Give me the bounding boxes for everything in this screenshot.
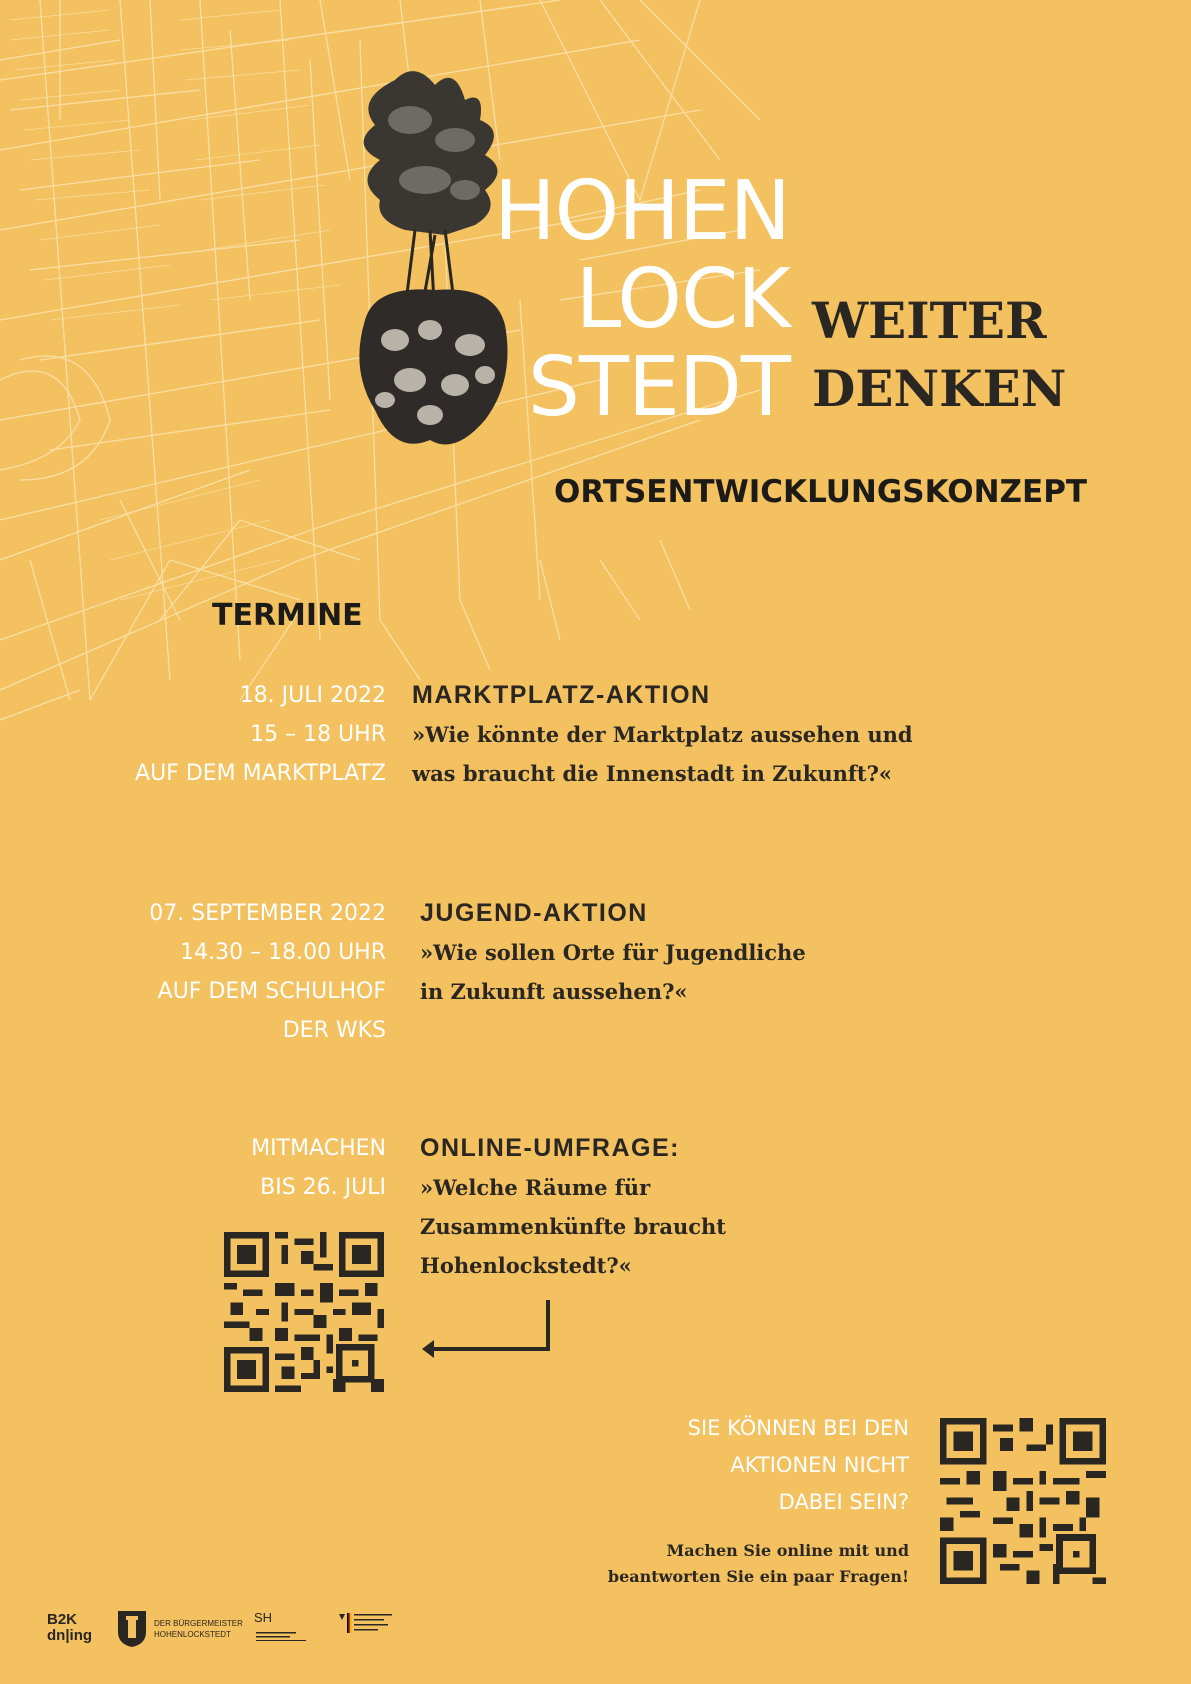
dnling-logo-text: dn|ing xyxy=(47,1627,93,1644)
event-question-line-1: »Welche Räume für xyxy=(420,1175,651,1200)
page-subtitle: ORTSENTWICKLUNGSKONZEPT xyxy=(554,474,1088,510)
event-place-line-1: AUF DEM SCHULHOF xyxy=(157,979,386,1004)
b2k-logo-text: B2K xyxy=(47,1611,78,1628)
event-1-details xyxy=(412,676,913,793)
termine-heading: TERMINE xyxy=(212,598,363,633)
sh-state-emblem-icon xyxy=(256,1630,310,1644)
b2k-logo xyxy=(47,1612,92,1644)
return-arrow-icon xyxy=(420,1298,552,1360)
tagline-line-1: WEITER xyxy=(812,291,1047,350)
event-place: AUF DEM MARKTPLATZ xyxy=(135,761,386,786)
deadline: BIS 26. JULI xyxy=(260,1175,386,1200)
online-note-line-2: beantworten Sie ein paar Fragen! xyxy=(607,1567,909,1586)
event-1-when xyxy=(46,676,386,793)
cant-attend-line-1: SIE KÖNNEN BEI DEN xyxy=(687,1416,909,1440)
sh-logo-text: SH xyxy=(254,1610,273,1625)
tagline xyxy=(812,287,1066,423)
sponsor-logos xyxy=(44,1608,444,1652)
mayor-line-2: HOHENLOCKSTEDT xyxy=(154,1630,231,1639)
event-question-line-2: in Zukunft aussehen?« xyxy=(420,979,688,1004)
title-line-1: HOHEN xyxy=(493,164,790,259)
event-title: ONLINE-UMFRAGE: xyxy=(420,1134,680,1162)
event-question-line-1: »Wie sollen Orte für Jugendliche xyxy=(420,940,806,965)
qr-code-online[interactable] xyxy=(940,1418,1106,1584)
event-time: 15 – 18 UHR xyxy=(250,722,386,747)
event-3-details xyxy=(420,1129,726,1285)
participate-label: MITMACHEN xyxy=(251,1136,386,1161)
tagline-line-2: DENKEN xyxy=(812,359,1067,418)
mayor-logo-text xyxy=(154,1618,243,1640)
title-line-3: STEDT xyxy=(527,340,790,435)
event-3-when xyxy=(46,1129,386,1207)
event-question-line-3: Hohenlockstedt?« xyxy=(420,1253,632,1278)
cant-attend-callout xyxy=(609,1410,909,1521)
event-date: 07. SEPTEMBER 2022 xyxy=(149,901,386,926)
online-note-line-1: Machen Sie online mit und xyxy=(666,1541,909,1560)
online-note xyxy=(579,1538,909,1590)
event-2-details xyxy=(420,894,806,1011)
event-title: MARKTPLATZ-AKTION xyxy=(412,681,711,709)
title-line-2: LOCK xyxy=(575,252,790,347)
municipal-seal-icon xyxy=(117,1610,147,1648)
cant-attend-line-3: DABEI SEIN? xyxy=(778,1490,909,1514)
event-place-line-2: DER WKS xyxy=(282,1018,386,1043)
event-title: JUGEND-AKTION xyxy=(420,899,648,927)
mayor-line-1: DER BÜRGERMEISTER xyxy=(154,1619,243,1628)
town-name-title xyxy=(440,164,790,435)
event-date: 18. JULI 2022 xyxy=(239,683,386,708)
cant-attend-line-2: AKTIONEN NICHT xyxy=(730,1453,909,1477)
event-question-line-2: was braucht die Innenstadt in Zukunft?« xyxy=(412,761,893,786)
event-2-when xyxy=(46,894,386,1050)
federal-ministry-logo-icon xyxy=(337,1610,397,1640)
event-question-line-2: Zusammenkünfte braucht xyxy=(420,1214,726,1239)
qr-code-survey[interactable] xyxy=(224,1232,384,1392)
event-question-line-1: »Wie könnte der Marktplatz aussehen und xyxy=(412,722,913,747)
event-time: 14.30 – 18.00 UHR xyxy=(180,940,386,965)
